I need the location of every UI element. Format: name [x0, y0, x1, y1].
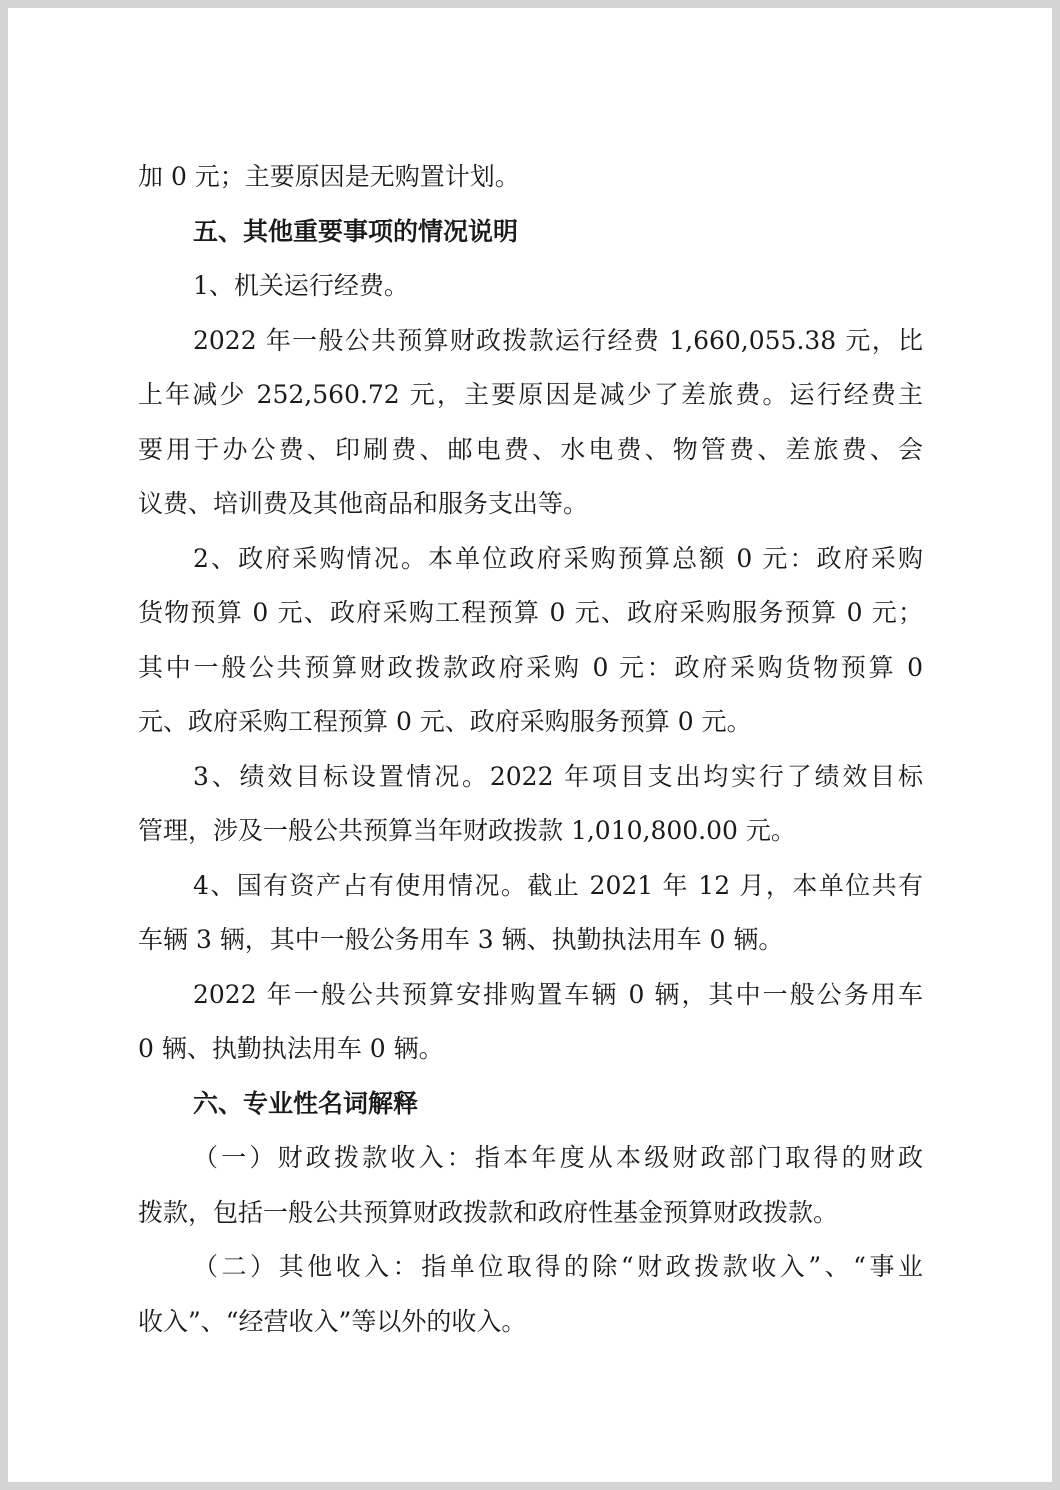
section-heading: 六、专业性名词解释 — [193, 1088, 419, 1118]
section-heading: 五、其他重要事项的情况说明 — [193, 216, 519, 246]
text-line: （二）其他收入：指单位取得的除“财政拨款收入”、“事业 — [193, 1252, 923, 1281]
document-body — [138, 150, 923, 1349]
text-line: 2、政府采购情况。本单位政府采购预算总额 0 元：政府采购 — [193, 543, 923, 573]
text-line: 2022 年一般公共预算财政拨款运行经费 1,660,055.38 元，比 — [193, 325, 923, 355]
text-line: 拨款，包括一般公共预算财政拨款和政府性基金预算财政拨款。 — [138, 1197, 839, 1227]
subsection-title: 1、机关运行经费。 — [193, 271, 409, 300]
text-line: （一）财政拨款收入：指本年度从本级财政部门取得的财政 — [193, 1143, 923, 1172]
text-line: 货物预算 0 元、政府采购工程预算 0 元、政府采购服务预算 0 元； — [138, 598, 923, 627]
document-page — [8, 8, 1052, 1482]
text-line: 要用于办公费、印刷费、邮电费、水电费、物管费、差旅费、会 — [138, 434, 923, 464]
text-line: 加 0 元；主要原因是无购置计划。 — [138, 162, 520, 191]
text-line: 管理，涉及一般公共预算当年财政拨款 1,010,800.00 元。 — [138, 816, 796, 845]
text-line: 车辆 3 辆，其中一般公务用车 3 辆、执勤执法用车 0 辆。 — [138, 925, 784, 954]
text-line: 元、政府采购工程预算 0 元、政府采购服务预算 0 元。 — [138, 707, 752, 736]
text-line: 上年减少 252,560.72 元，主要原因是减少了差旅费。运行经费主 — [138, 380, 923, 409]
text-line: 收入”、“经营收入”等以外的收入。 — [138, 1306, 527, 1336]
text-line: 0 辆、执勤执法用车 0 辆。 — [138, 1034, 444, 1063]
text-line: 2022 年一般公共预算安排购置车辆 0 辆，其中一般公务用车 — [193, 979, 923, 1009]
text-line: 4、国有资产占有使用情况。截止 2021 年 12 月，本单位共有 — [193, 870, 923, 900]
text-line: 3、绩效目标设置情况。2022 年项目支出均实行了绩效目标 — [193, 761, 923, 791]
text-line: 其中一般公共预算财政拨款政府采购 0 元：政府采购货物预算 0 — [138, 652, 923, 682]
text-line: 议费、培训费及其他商品和服务支出等。 — [138, 489, 589, 518]
